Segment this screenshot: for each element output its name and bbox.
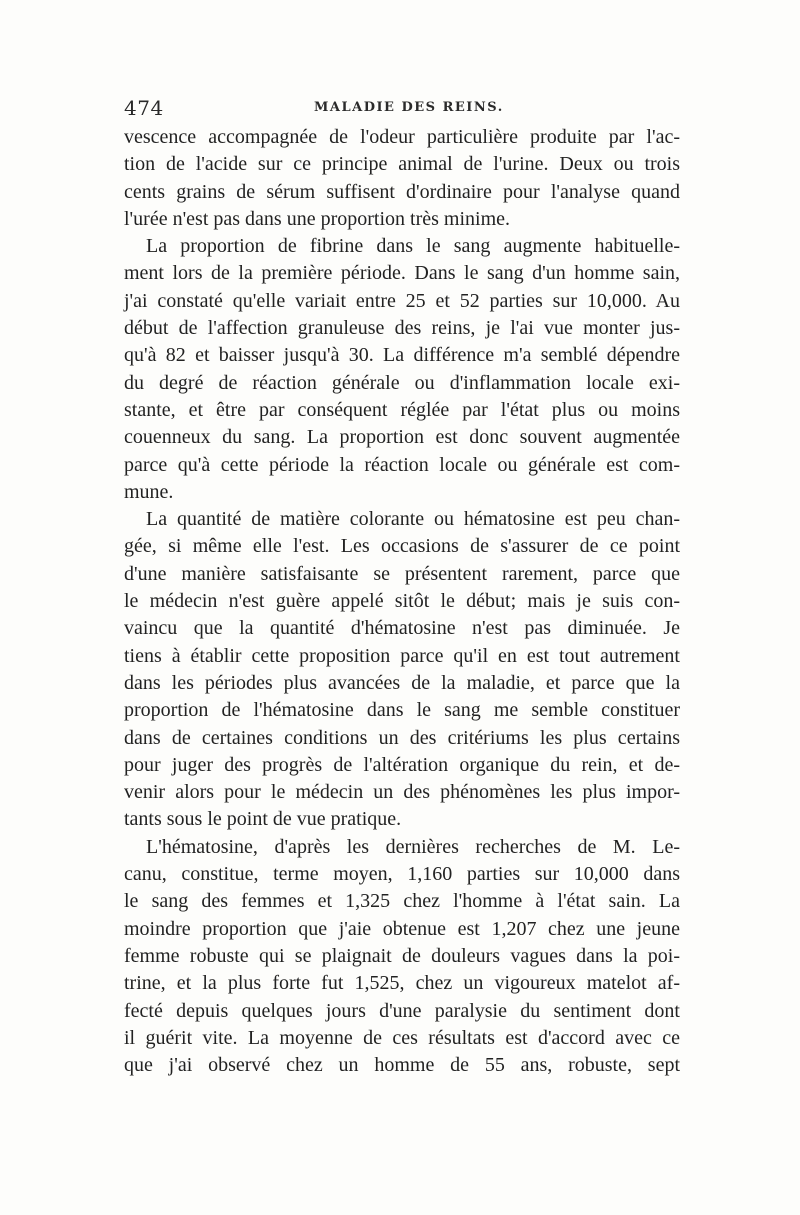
text-line: tiens à établir cette proposition parce qu'il en est tout autrement xyxy=(124,644,680,667)
text-line: qu'à 82 et baisser jusqu'à 30. La différence m'a semblé dépendre xyxy=(124,344,680,367)
text-line: que j'ai observé chez un homme de 55 ans, robuste, sept xyxy=(124,1054,680,1077)
text-line: parce qu'à cette période la réaction locale ou générale est com- xyxy=(124,453,680,476)
paragraph xyxy=(124,124,680,233)
text-line: le sang des femmes et 1,325 chez l'homme à l'état sain. La xyxy=(124,890,680,913)
text-line: tion de l'acide sur ce principe animal de l'urine. Deux ou trois xyxy=(124,153,680,176)
text-line: proportion de l'hématosine dans le sang me semble constituer xyxy=(124,699,680,722)
text-line: pour juger des progrès de l'altération organique du rein, et de- xyxy=(124,753,680,776)
text-line: cents grains de sérum suffisent d'ordinaire pour l'analyse quand xyxy=(124,180,680,203)
running-title: MALADIE DES REINS. xyxy=(314,100,504,115)
body-text xyxy=(124,124,680,1079)
text-line: La proportion de fibrine dans le sang augmente habituelle- xyxy=(146,235,680,258)
text-line: femme robuste qui se plaignait de douleurs vagues dans la poi- xyxy=(124,944,680,967)
text-line: La quantité de matière colorante ou hématosine est peu chan- xyxy=(146,508,680,531)
text-line: dans les périodes plus avancées de la maladie, et parce que la xyxy=(124,671,680,694)
page-header xyxy=(124,96,680,120)
text-line: trine, et la plus forte fut 1,525, chez un vigoureux matelot af- xyxy=(124,972,680,995)
text-line: canu, constitue, terme moyen, 1,160 parties sur 10,000 dans xyxy=(124,863,680,886)
text-line: j'ai constaté qu'elle variait entre 25 et 52 parties sur 10,000. Au xyxy=(124,289,680,312)
text-line: venir alors pour le médecin un des phénomènes les plus impor- xyxy=(124,781,680,804)
text-line: couenneux du sang. La proportion est donc souvent augmentée xyxy=(124,426,680,449)
text-line: gée, si même elle l'est. Les occasions de s'assurer de ce point xyxy=(124,535,680,558)
text-line: l'urée n'est pas dans une proportion très minime. xyxy=(124,207,511,230)
text-line: vescence accompagnée de l'odeur particulière produite par l'ac- xyxy=(124,126,680,148)
text-line: d'une manière satisfaisante se présentent rarement, parce que xyxy=(124,562,680,585)
text-line: stante, et être par conséquent réglée par l'état plus ou moins xyxy=(124,398,680,421)
page-number: 474 xyxy=(124,96,164,120)
paragraph xyxy=(124,834,680,1080)
text-line: L'hématosine, d'après les dernières recherches de M. Le- xyxy=(146,835,680,858)
text-line: moindre proportion que j'aie obtenue est 1,207 chez une jeune xyxy=(124,917,680,940)
text-line: tants sous le point de vue pratique. xyxy=(124,808,402,831)
text-line: mune. xyxy=(124,480,174,503)
text-line: il guérit vite. La moyenne de ces résultats est d'accord avec ce xyxy=(124,1026,680,1049)
text-line: vaincu que la quantité d'hématosine n'est pas diminuée. Je xyxy=(124,617,680,640)
text-line: dans de certaines conditions un des critériums les plus certains xyxy=(124,726,680,749)
text-line: début de l'affection granuleuse des reins, je l'ai vue monter jus- xyxy=(124,317,680,340)
paragraph xyxy=(124,506,680,834)
text-line: le médecin n'est guère appelé sitôt le début; mais je suis con- xyxy=(124,590,680,613)
text-line: du degré de réaction générale ou d'inflammation locale exi- xyxy=(124,371,680,394)
text-line: fecté depuis quelques jours d'une paralysie du sentiment dont xyxy=(124,999,680,1022)
text-line: ment lors de la première période. Dans le sang d'un homme sain, xyxy=(124,262,680,285)
paragraph xyxy=(124,233,680,506)
